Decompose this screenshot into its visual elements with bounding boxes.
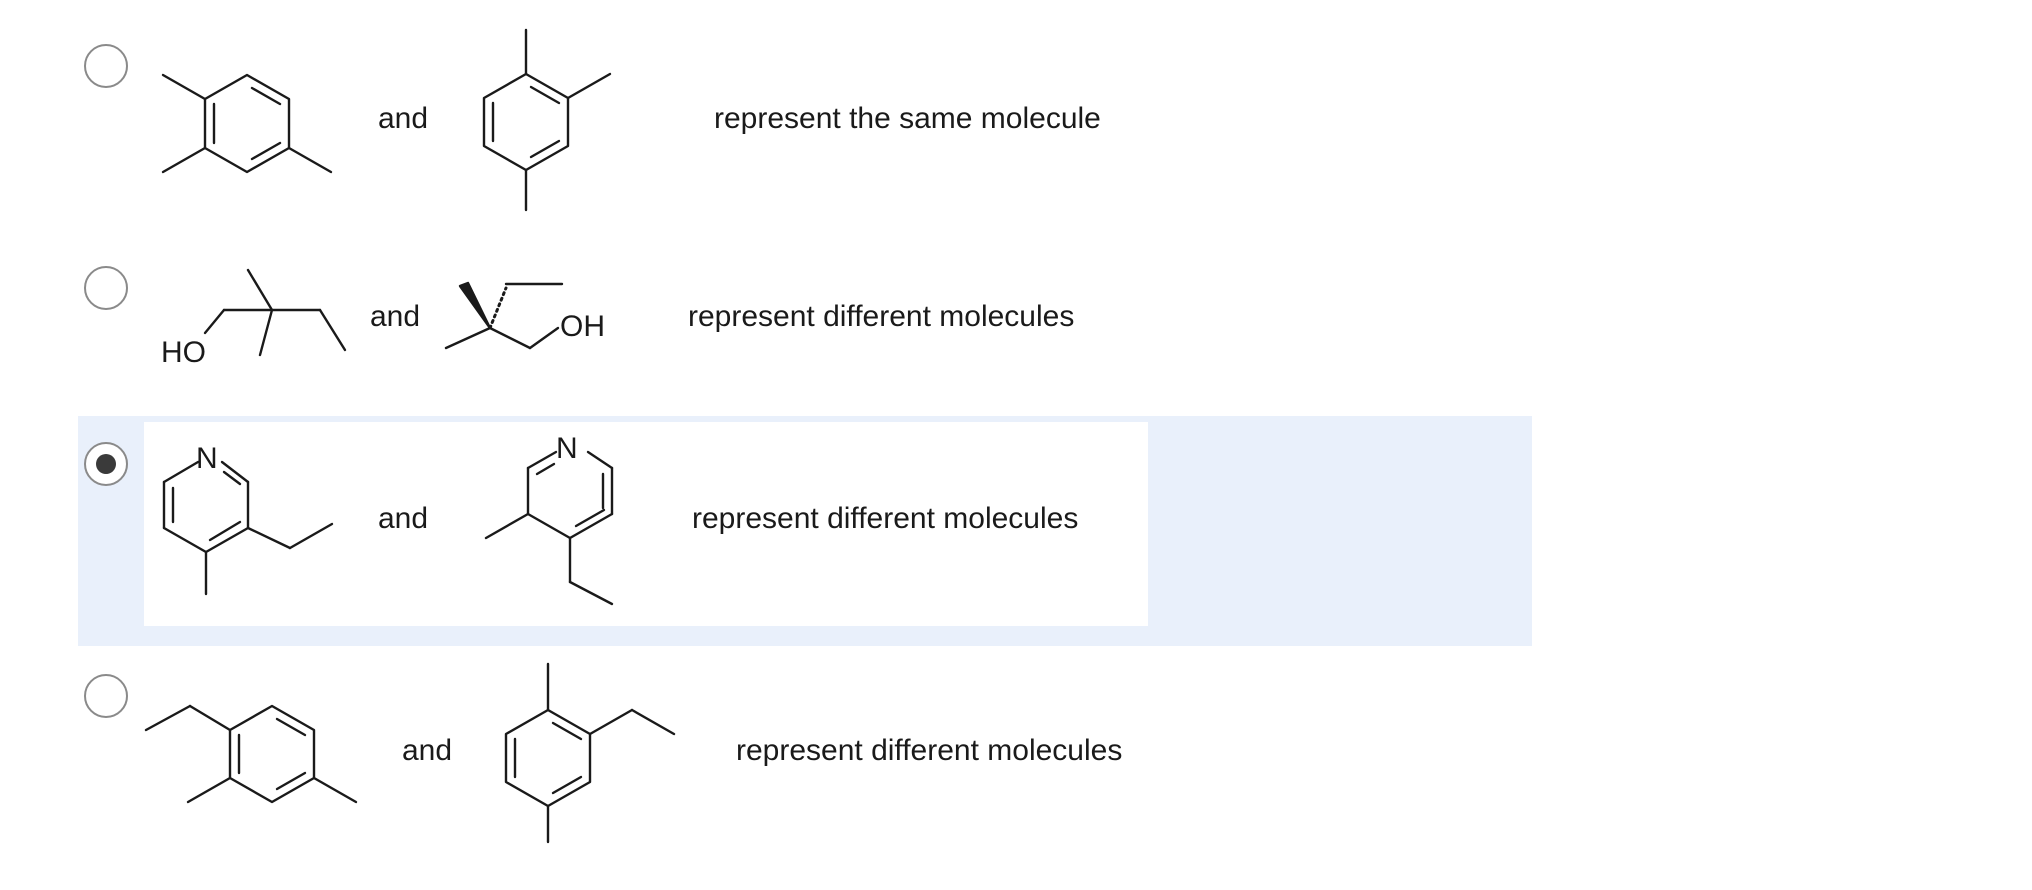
option-1-molecule-left <box>150 60 350 200</box>
option-1-radio[interactable] <box>84 44 128 88</box>
option-2-statement: represent different molecules <box>688 300 1075 333</box>
option-2-ho-label: HO <box>161 336 206 369</box>
option-1-molecule-right <box>470 20 630 220</box>
option-1-and: and <box>378 102 429 135</box>
option-2-radio[interactable] <box>84 266 128 310</box>
option-2-molecule-left <box>150 260 370 380</box>
option-3-molecule-right <box>470 430 650 610</box>
option-3-n-left: N <box>196 442 218 475</box>
option-4-statement: represent different molecules <box>736 734 1123 767</box>
option-1-statement: represent the same molecule <box>714 102 1101 135</box>
option-4-molecule-left <box>140 690 360 810</box>
option-4-radio[interactable] <box>84 674 128 718</box>
option-3-statement: represent different molecules <box>692 502 1079 535</box>
option-2-oh-label: OH <box>560 310 605 343</box>
option-2-and: and <box>370 300 421 333</box>
option-3-and: and <box>378 502 429 535</box>
option-3-molecule-left <box>150 440 350 600</box>
option-2-molecule-right <box>440 270 620 370</box>
option-3-n-right: N <box>556 432 578 465</box>
option-4-and: and <box>402 734 453 767</box>
radio-selected-dot <box>96 454 116 474</box>
option-4-molecule-right <box>490 655 690 845</box>
option-3-radio[interactable] <box>84 442 128 486</box>
